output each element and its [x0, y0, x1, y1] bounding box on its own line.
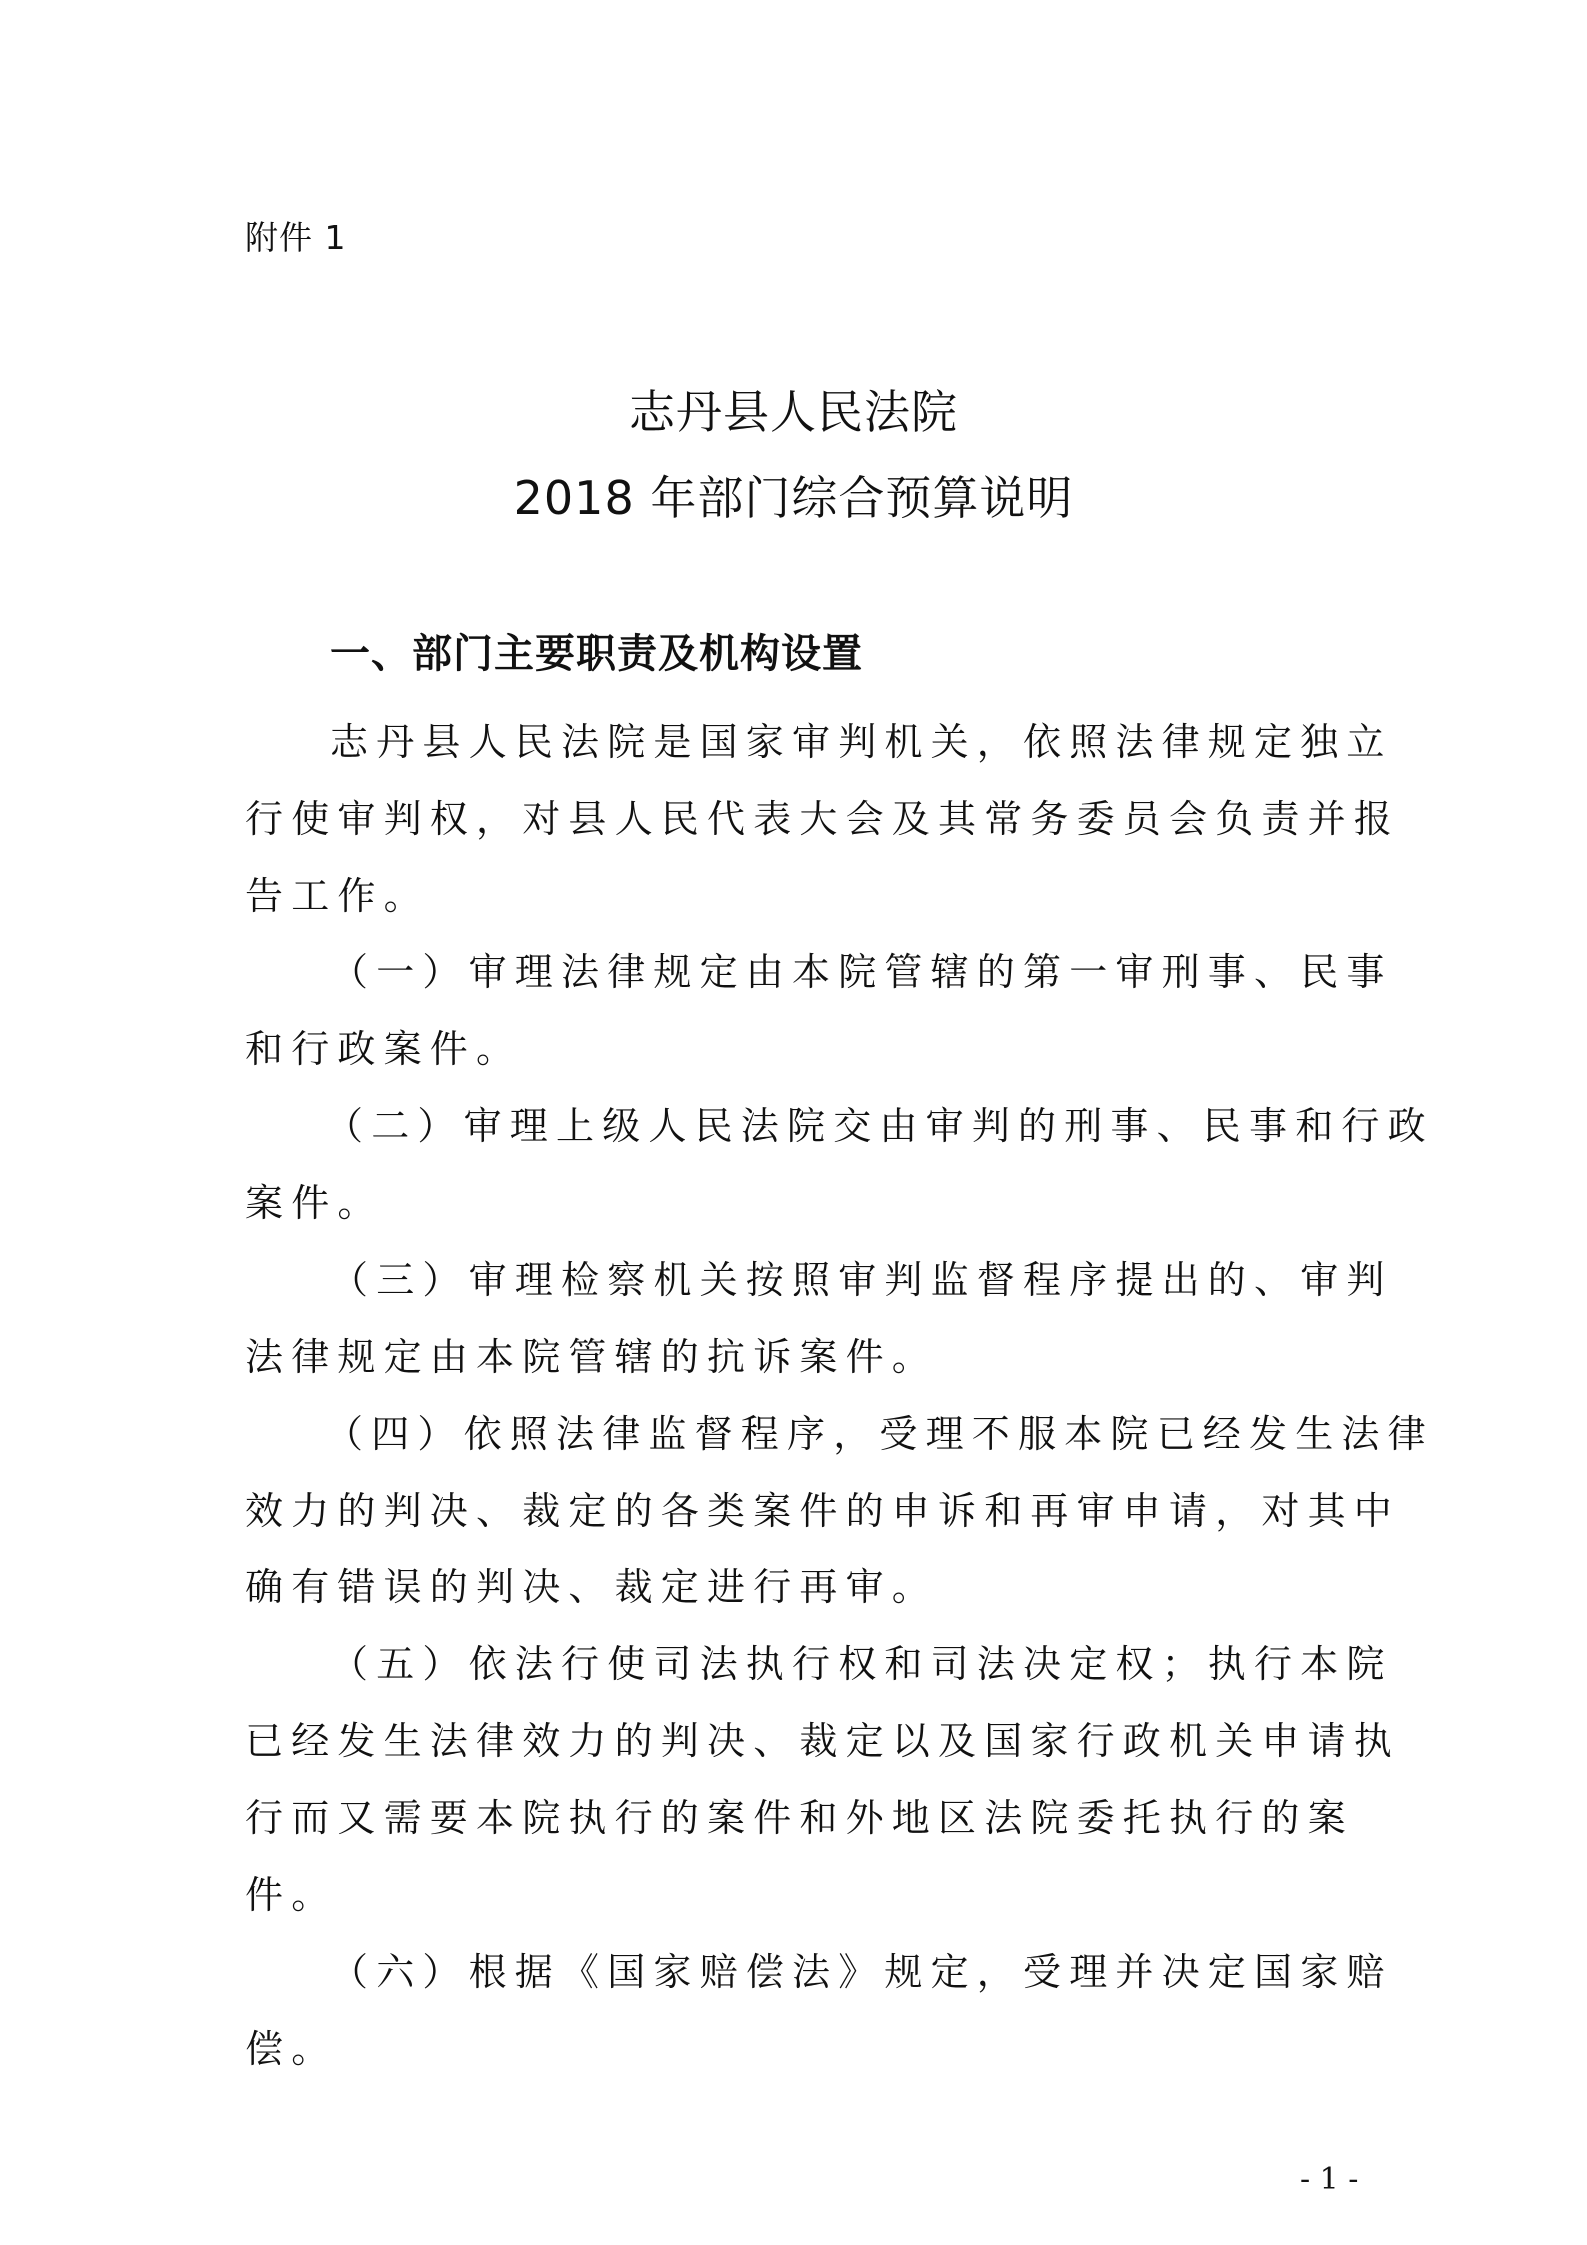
paragraph-1-line-3: 告工作。 — [245, 874, 430, 918]
paragraph-4-line-2: 法律规定由本院管辖的抗诉案件。 — [245, 1335, 939, 1379]
paragraph-6-line-2: 已经发生法律效力的判决、裁定以及国家行政机关申请执 — [245, 1719, 1401, 1763]
document-title-line-2: 2018 年部门综合预算说明 — [513, 471, 1074, 525]
paragraph-2-line-2: 和行政案件。 — [245, 1027, 523, 1071]
paragraph-3-line-1: （二）审理上级人民法院交由审判的刑事、民事和行政 — [325, 1104, 1434, 1148]
paragraph-5-line-3: 确有错误的判决、裁定进行再审。 — [245, 1565, 939, 1609]
paragraph-6-line-3: 行而又需要本院执行的案件和外地区法院委托执行的案 — [245, 1796, 1354, 1840]
paragraph-6-line-4: 件。 — [245, 1873, 338, 1917]
paragraph-7-line-1: （六）根据《国家赔偿法》规定，受理并决定国家赔 — [330, 1950, 1393, 1994]
paragraph-2-line-1: （一）审理法律规定由本院管辖的第一审刑事、民事 — [330, 950, 1393, 994]
paragraph-5-line-2: 效力的判决、裁定的各类案件的申诉和再审申请，对其中 — [245, 1489, 1401, 1533]
paragraph-1-line-2: 行使审判权，对县人民代表大会及其常务委员会负责并报 — [245, 797, 1401, 841]
document-title-line-1: 志丹县人民法院 — [629, 385, 958, 439]
section-heading: 一、部门主要职责及机构设置 — [330, 631, 863, 677]
paragraph-6-line-1: （五）依法行使司法执行权和司法决定权；执行本院 — [330, 1642, 1393, 1686]
paragraph-7-line-2: 偿。 — [245, 2027, 338, 2071]
page-number: - 1 - — [1300, 2162, 1359, 2197]
paragraph-4-line-1: （三）审理检察机关按照审判监督程序提出的、审判 — [330, 1258, 1393, 1302]
paragraph-5-line-1: （四）依照法律监督程序，受理不服本院已经发生法律 — [325, 1412, 1434, 1456]
attachment-label: 附件 1 — [245, 218, 347, 257]
paragraph-1-line-1: 志丹县人民法院是国家审判机关，依照法律规定独立 — [330, 720, 1393, 764]
paragraph-3-line-2: 案件。 — [245, 1181, 384, 1225]
